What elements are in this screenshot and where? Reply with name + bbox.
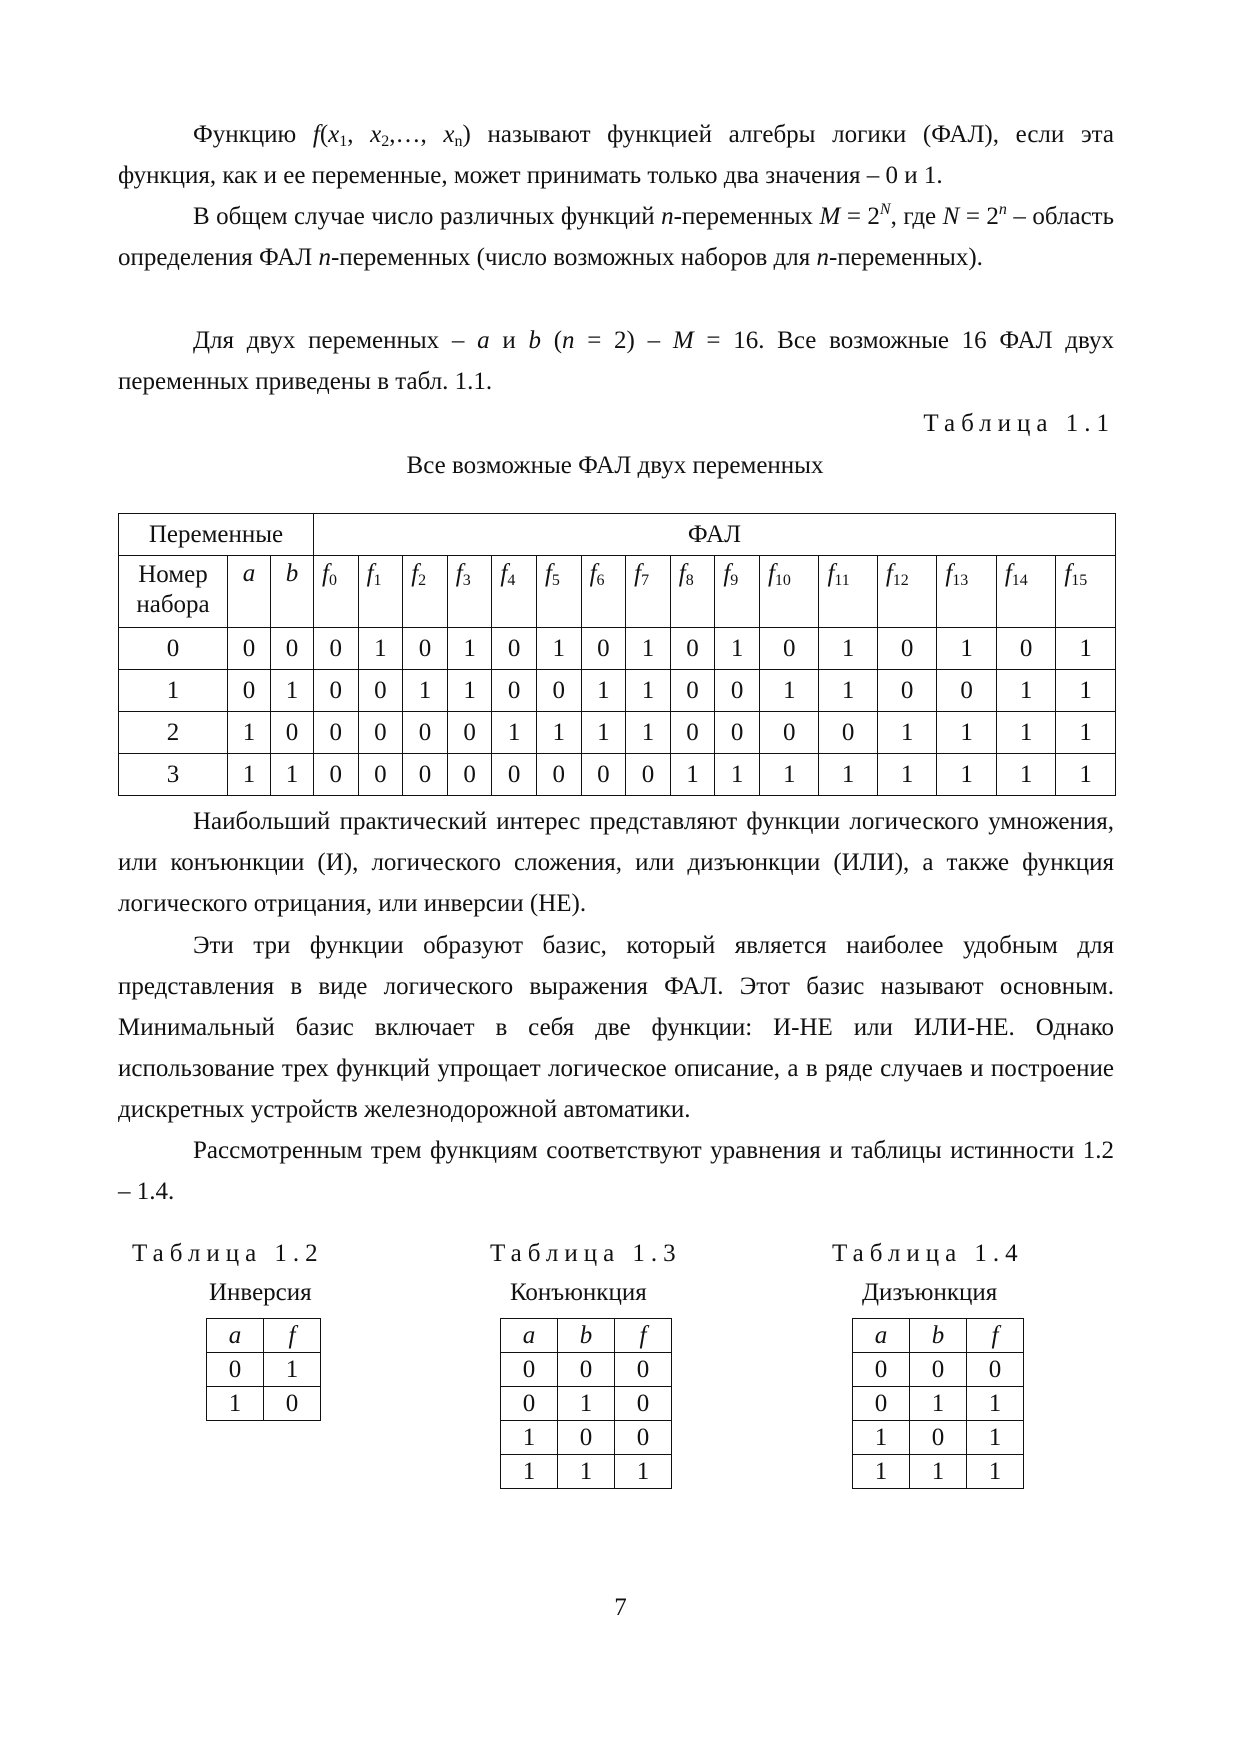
superscript: N [879, 201, 891, 218]
cell-a: 0 [501, 1353, 558, 1387]
header-f: f [264, 1319, 321, 1353]
cell-a: 1 [853, 1455, 910, 1489]
superscript: n [998, 201, 1007, 218]
text: ( [540, 327, 563, 354]
cell-a: 1 [228, 712, 271, 754]
table-row [119, 628, 1116, 670]
page-number: 7 [614, 1594, 627, 1621]
cell-f4: 0 [492, 754, 537, 796]
header-variables: Переменные [119, 514, 314, 556]
func-letter: f [544, 560, 552, 587]
header-b: b [558, 1319, 615, 1353]
cell-a: 1 [501, 1455, 558, 1489]
table-header-row-columns [119, 556, 1116, 628]
func-letter: f [767, 560, 775, 587]
func-index: 7 [641, 572, 650, 589]
cell-f1: 0 [358, 670, 403, 712]
var-b: b [528, 327, 541, 354]
table-row [119, 712, 1116, 754]
func-index: 4 [507, 572, 516, 589]
paragraph-fal-definition: Функцию $f(x_1$, $x_2,\dots$, $x_n$) называют функцией алгебры логики (ФАЛ), если эта функция, как и ее переменные, может принимать только два значения – 0 и 1. [118, 121, 1114, 189]
func-letter: f [500, 560, 508, 587]
text: – область определения ФАЛ [118, 203, 1114, 271]
func-index: 9 [730, 572, 739, 589]
cell-f9: 0 [715, 670, 760, 712]
cell-f: 1 [967, 1421, 1024, 1455]
table-row [119, 670, 1116, 712]
cell-f: 1 [967, 1455, 1024, 1489]
func-index: 13 [952, 572, 969, 589]
var-n: n [318, 244, 331, 271]
cell-b: 0 [910, 1421, 967, 1455]
header-b: b [271, 556, 314, 628]
func-index: 5 [551, 572, 560, 589]
table-row [501, 1353, 672, 1387]
cell-b: 0 [558, 1421, 615, 1455]
cell-f10: 0 [759, 628, 819, 670]
cell-f2: 0 [403, 754, 448, 796]
func-index: 15 [1071, 572, 1088, 589]
cell-f11: 0 [819, 712, 877, 754]
cell-f12: 1 [877, 712, 937, 754]
cell-b: 0 [271, 712, 314, 754]
cell-f3: 1 [447, 670, 492, 712]
table-1-4-caption: Таблица 1.4 [832, 1240, 1024, 1267]
cell-f2: 0 [403, 712, 448, 754]
cell-f0: 0 [314, 712, 359, 754]
cell-a: 1 [228, 754, 271, 796]
text: -переменных [673, 203, 820, 230]
subscript: 1 [339, 133, 348, 150]
table-header-row [207, 1319, 321, 1353]
header-a: a [501, 1319, 558, 1353]
cell-f13: 1 [937, 628, 997, 670]
text: -переменных (число возможных наборов для [330, 244, 817, 271]
cell-b: 1 [558, 1387, 615, 1421]
header-f4 [492, 556, 537, 628]
cell-f3: 1 [447, 628, 492, 670]
table-row [853, 1421, 1024, 1455]
header-b: b [910, 1319, 967, 1353]
func-letter: f [455, 560, 463, 587]
header-f15 [1056, 556, 1116, 628]
table-header-row [501, 1319, 672, 1353]
header-a: a [853, 1319, 910, 1353]
paragraph-practical-interest: Наибольший практический интерес представляют функции логического умножения, или конъюнкции (И), логического сложения, или дизъюнкции (ИЛИ), а также функция логического отрицания, или инверсии (НЕ). [118, 808, 1114, 917]
func-letter: f [589, 560, 597, 587]
cell-f8: 0 [670, 712, 715, 754]
header-f3 [447, 556, 492, 628]
table-1-2-caption: Таблица 1.2 [132, 1240, 324, 1267]
cell-f13: 0 [937, 670, 997, 712]
cell-f: 1 [967, 1387, 1024, 1421]
table-row [853, 1353, 1024, 1387]
cell-set-number: 0 [119, 628, 228, 670]
cell-f11: 1 [819, 754, 877, 796]
header-f0 [314, 556, 359, 628]
func-index: 14 [1011, 572, 1028, 589]
cell-f11: 1 [819, 628, 877, 670]
table-row [853, 1455, 1024, 1489]
cell-a: 0 [207, 1353, 264, 1387]
var-x: x [370, 121, 382, 148]
cell-f0: 0 [314, 670, 359, 712]
text: = 2) – [574, 327, 673, 354]
var-M: M [672, 327, 694, 354]
cell-f4: 0 [492, 670, 537, 712]
paragraph-basis: Эти три функции образуют базис, который является наиболее удобным для представления в виде логического выражения ФАЛ. Этот базис называют основным. Минимальный базис включает в себя две функции: И-НЕ или ИЛИ-НЕ. Однако использование трех функций упрощает логическое описание, а в ряде случаев и построение дискретных устройств железнодорожной автоматики. [118, 932, 1114, 1123]
text: ( [319, 121, 329, 148]
cell-f4: 1 [492, 712, 537, 754]
cell-f9: 0 [715, 712, 760, 754]
cell-f15: 1 [1056, 754, 1116, 796]
func-letter: f [366, 560, 374, 587]
func-letter: f [945, 560, 953, 587]
cell-f12: 1 [877, 754, 937, 796]
table-row [501, 1421, 672, 1455]
cell-b: 1 [558, 1455, 615, 1489]
cell-f0: 0 [314, 628, 359, 670]
cell-f7: 0 [626, 754, 671, 796]
table-1-2-title: Инверсия [209, 1279, 312, 1306]
cell-f: 0 [615, 1387, 672, 1421]
cell-f10: 1 [759, 754, 819, 796]
header-fal: ФАЛ [314, 514, 1116, 556]
header-f5 [536, 556, 581, 628]
cell-b: 1 [271, 670, 314, 712]
func-letter: f [411, 560, 419, 587]
table-row [853, 1387, 1024, 1421]
func-letter: f [1064, 560, 1072, 587]
cell-b: 1 [271, 754, 314, 796]
cell-f5: 0 [536, 670, 581, 712]
cell-f10: 1 [759, 670, 819, 712]
cell-f1: 0 [358, 712, 403, 754]
func-index: 1 [373, 572, 382, 589]
func-index: 8 [685, 572, 694, 589]
header-f14 [996, 556, 1056, 628]
var-n: n [661, 203, 674, 230]
text: Функцию [193, 121, 313, 148]
cell-f11: 1 [819, 670, 877, 712]
cell-b: 0 [271, 628, 314, 670]
table-1-4-disjunction [852, 1318, 1024, 1489]
table-1-3-conjunction [500, 1318, 672, 1489]
cell-f5: 1 [536, 712, 581, 754]
cell-f12: 0 [877, 670, 937, 712]
table-row [501, 1387, 672, 1421]
func-index: 2 [418, 572, 427, 589]
header-f1 [358, 556, 403, 628]
func-letter: f [827, 560, 835, 587]
header-a: a [207, 1319, 264, 1353]
header-f8 [670, 556, 715, 628]
text: = 2 [959, 203, 999, 230]
cell-f6: 1 [581, 670, 626, 712]
cell-f6: 0 [581, 628, 626, 670]
cell-b: 0 [910, 1353, 967, 1387]
cell-f3: 0 [447, 754, 492, 796]
var-M: M [819, 203, 841, 230]
cell-a: 1 [853, 1421, 910, 1455]
table-row [119, 754, 1116, 796]
cell-f14: 1 [996, 754, 1056, 796]
header-set-number: Номер набора [119, 556, 228, 628]
cell-f2: 1 [403, 670, 448, 712]
cell-f1: 0 [358, 754, 403, 796]
text: = 16. Все возможные 16 ФАЛ двух переменных приведены в табл. 1.1. [118, 327, 1114, 395]
table-1-3-title: Конъюнкция [510, 1279, 647, 1306]
header-f13 [937, 556, 997, 628]
header-a: a [228, 556, 271, 628]
table-header-row [853, 1319, 1024, 1353]
cell-f10: 0 [759, 712, 819, 754]
var-a: a [477, 327, 490, 354]
func-index: 12 [892, 572, 909, 589]
header-f2 [403, 556, 448, 628]
header-f11 [819, 556, 877, 628]
header-f: f [967, 1319, 1024, 1353]
cell-f12: 0 [877, 628, 937, 670]
cell-b: 1 [910, 1387, 967, 1421]
text: ,…, [389, 121, 444, 148]
cell-f1: 1 [358, 628, 403, 670]
func-index: 10 [774, 572, 791, 589]
header-f9 [715, 556, 760, 628]
cell-f7: 1 [626, 628, 671, 670]
func-index: 3 [462, 572, 471, 589]
table-1-1-caption: Таблица 1.1 [923, 410, 1115, 437]
text: = 2 [840, 203, 880, 230]
paragraph-two-variables [118, 320, 1114, 402]
var-N: N [942, 203, 960, 230]
func-letter: f [723, 560, 731, 587]
table-row [207, 1353, 321, 1387]
text: В общем случае число различных функций [193, 203, 662, 230]
cell-a: 0 [228, 628, 271, 670]
cell-a: 0 [228, 670, 271, 712]
header-f12 [877, 556, 937, 628]
func-letter: f [322, 560, 329, 587]
cell-f8: 1 [670, 754, 715, 796]
cell-f13: 1 [937, 754, 997, 796]
header-f: f [615, 1319, 672, 1353]
cell-f2: 0 [403, 628, 448, 670]
func-index: 6 [596, 572, 605, 589]
paragraph-truth-tables-ref: Рассмотренным трем функциям соответствуют уравнения и таблицы истинности 1.2 – 1.4. [118, 1137, 1114, 1205]
func-letter: f [634, 560, 642, 587]
table-1-2-inversion [206, 1318, 321, 1421]
cell-f8: 0 [670, 670, 715, 712]
paragraph-function-count [118, 196, 1114, 278]
cell-f3: 0 [447, 712, 492, 754]
cell-f0: 0 [314, 754, 359, 796]
func-index: 11 [834, 572, 850, 589]
cell-f14: 1 [996, 670, 1056, 712]
cell-f: 0 [264, 1387, 321, 1421]
cell-f: 0 [967, 1353, 1024, 1387]
header-f10 [759, 556, 819, 628]
cell-a: 0 [853, 1387, 910, 1421]
func-index: 0 [328, 572, 337, 589]
subscript: 2 [381, 133, 390, 150]
cell-f: 1 [264, 1353, 321, 1387]
cell-f14: 1 [996, 712, 1056, 754]
cell-f6: 0 [581, 754, 626, 796]
cell-a: 1 [207, 1387, 264, 1421]
cell-f13: 1 [937, 712, 997, 754]
cell-f: 0 [615, 1421, 672, 1455]
cell-f5: 1 [536, 628, 581, 670]
cell-set-number: 2 [119, 712, 228, 754]
cell-set-number: 3 [119, 754, 228, 796]
table-row [501, 1455, 672, 1489]
cell-b: 1 [910, 1455, 967, 1489]
var-n: n [816, 244, 829, 271]
cell-f4: 0 [492, 628, 537, 670]
var-n: n [562, 327, 575, 354]
cell-f9: 1 [715, 628, 760, 670]
cell-f5: 0 [536, 754, 581, 796]
cell-f15: 1 [1056, 670, 1116, 712]
text: Для двух переменных – [193, 327, 478, 354]
text: ) называют функцией алгебры логики (ФАЛ), если эта функция, как и ее переменные, может принимать только два значения – 0 и 1. [118, 121, 1114, 189]
table-row [207, 1387, 321, 1421]
func-letter: f [1004, 560, 1012, 587]
cell-set-number: 1 [119, 670, 228, 712]
cell-f8: 0 [670, 628, 715, 670]
cell-f7: 1 [626, 712, 671, 754]
subscript: n [454, 133, 463, 150]
cell-a: 0 [501, 1387, 558, 1421]
cell-a: 0 [853, 1353, 910, 1387]
cell-b: 0 [558, 1353, 615, 1387]
cell-f: 0 [615, 1353, 672, 1387]
header-f6 [581, 556, 626, 628]
header-f7 [626, 556, 671, 628]
table-1-4-title: Дизъюнкция [862, 1279, 998, 1306]
text: , где [890, 203, 943, 230]
table-1-1-all-fal [118, 513, 1116, 796]
cell-a: 1 [501, 1421, 558, 1455]
var-f: f [312, 121, 320, 148]
text: и [489, 327, 529, 354]
table-header-row-groups [119, 514, 1116, 556]
var-x: x [328, 121, 340, 148]
cell-f: 1 [615, 1455, 672, 1489]
cell-f15: 1 [1056, 628, 1116, 670]
table-1-3-caption: Таблица 1.3 [490, 1240, 682, 1267]
func-letter: f [678, 560, 686, 587]
table-1-1-title: Все возможные ФАЛ двух переменных [406, 452, 824, 479]
cell-f6: 1 [581, 712, 626, 754]
cell-f7: 1 [626, 670, 671, 712]
cell-f15: 1 [1056, 712, 1116, 754]
var-x: x [443, 121, 455, 148]
text: -переменных). [828, 244, 983, 271]
cell-f9: 1 [715, 754, 760, 796]
func-letter: f [885, 560, 893, 587]
cell-f14: 0 [996, 628, 1056, 670]
